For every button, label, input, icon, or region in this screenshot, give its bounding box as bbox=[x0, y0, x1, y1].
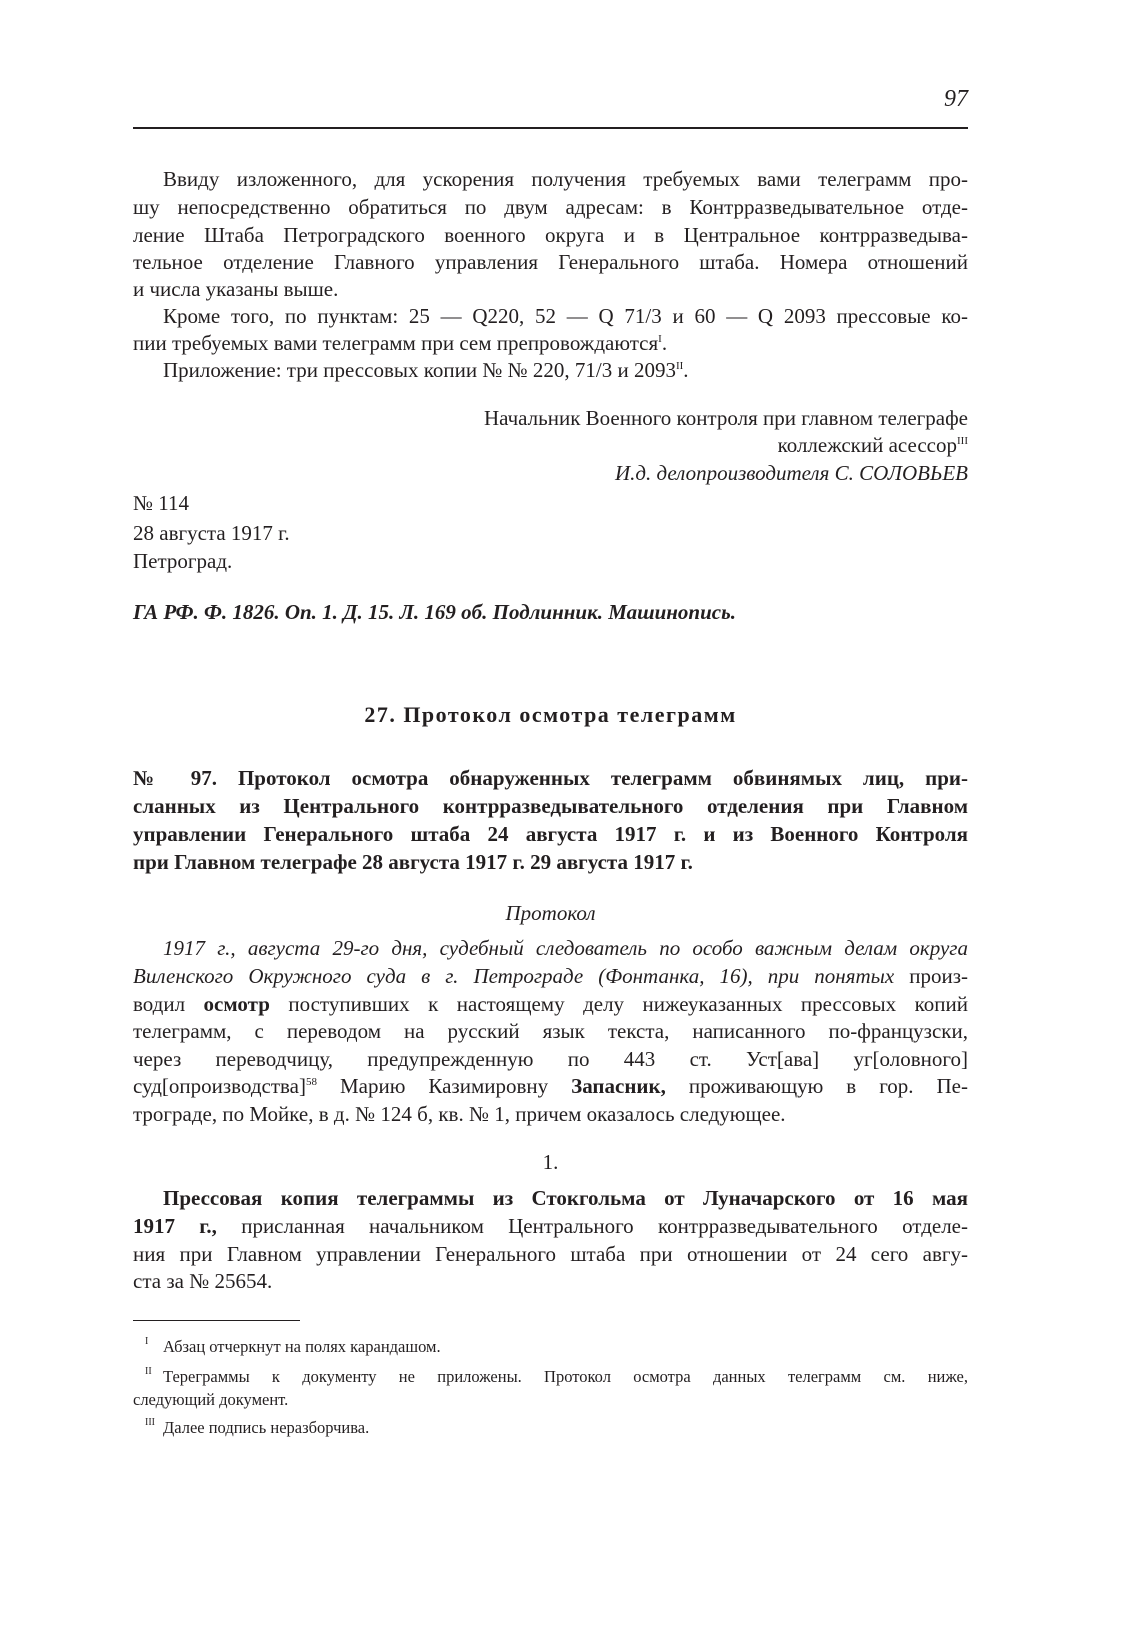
text-segment: Запасник, bbox=[571, 1074, 666, 1098]
text-line bbox=[133, 990, 968, 1018]
footnote-mark: III bbox=[145, 1417, 155, 1428]
text-segment: 28 августа 1917 г. bbox=[133, 521, 290, 545]
page-number: 97 bbox=[944, 86, 968, 112]
footnote-rule bbox=[133, 1320, 300, 1321]
reg-place bbox=[133, 547, 968, 575]
document-label: Протокол bbox=[505, 901, 596, 925]
text-line bbox=[133, 1240, 968, 1268]
text-segment: И.д. делопроизводителя С. СОЛОВЬЕВ bbox=[614, 461, 968, 485]
text-segment: при Главном телеграфе 28 августа 1917 г. 29 августа 1917 г. bbox=[133, 850, 693, 874]
document-title bbox=[133, 792, 968, 820]
text-line bbox=[163, 1184, 968, 1212]
footnote-text: Абзац отчеркнут на полях карандашом. bbox=[163, 1337, 441, 1356]
text-segment: тельное отделение Главного управления Генерального штаба. Номера отношений bbox=[133, 250, 968, 274]
text-segment: присланная начальником Центрального контрразведывательного отделе- bbox=[216, 1214, 968, 1238]
text-segment: ление Штаба Петроградского военного округа и в Центральное контрразведыва- bbox=[133, 223, 968, 247]
text-segment: произ- bbox=[894, 964, 969, 988]
text-segment: Виленского Окружного суда в г. Петрограде (Фонтанка, 16), при понятых bbox=[133, 964, 895, 988]
text-segment: . bbox=[683, 358, 689, 382]
text-segment: и числа указаны выше. bbox=[133, 277, 339, 301]
text-line bbox=[133, 248, 968, 276]
text-segment: водил bbox=[133, 992, 204, 1016]
text-segment: Петроград. bbox=[133, 549, 233, 573]
text-segment: № 114 bbox=[133, 491, 190, 515]
header-rule bbox=[133, 127, 968, 129]
text-segment: осмотр bbox=[203, 992, 270, 1016]
text-segment: телеграмм, с переводом на русский язык текста, написанного по-французски, bbox=[133, 1019, 968, 1043]
text-segment: Приложение: три прессовых копии № № 220, 71/3 и 2093 bbox=[163, 358, 676, 382]
text-line bbox=[163, 934, 968, 962]
text-segment: Кроме того, по пунктам: 25 — Q220, 52 — Q 71/3 и 60 — Q 2093 прессовые ко- bbox=[163, 304, 968, 328]
text-line bbox=[133, 193, 968, 221]
document-title bbox=[133, 820, 968, 848]
text-segment: Марию Казимировну bbox=[316, 1074, 572, 1098]
text-segment: ГА РФ. Ф. 1826. Оп. 1. Д. 15. Л. 169 об. Подлинник. Машинопись. bbox=[133, 600, 736, 624]
text-line bbox=[133, 329, 968, 357]
text-line bbox=[133, 1017, 968, 1045]
text-segment: поступивших к настоящему делу нижеуказанных прессовых копий bbox=[269, 992, 968, 1016]
text-line bbox=[133, 1267, 968, 1295]
text-segment: ния при Главном управлении Генерального штаба при отношении от 24 сего авгу- bbox=[133, 1242, 968, 1266]
text-line bbox=[163, 165, 968, 193]
text-segment: через переводчицу, предупрежденную по 443 ст. Уст[ава] уг[оловного] bbox=[133, 1047, 968, 1071]
footnote-mark: II bbox=[145, 1366, 152, 1377]
item-number: 1. bbox=[542, 1150, 559, 1174]
signature-line bbox=[133, 459, 968, 487]
reg-date bbox=[133, 519, 968, 547]
text-segment: сланных из Центрального контрразведывательного отделения при Главном bbox=[133, 794, 968, 818]
footnote-text: Далее подпись неразборчива. bbox=[163, 1418, 370, 1437]
footnote-ref: III bbox=[957, 435, 968, 447]
text-segment: . bbox=[661, 331, 668, 355]
text-segment: управлении Генерального штаба 24 августа 1917 г. и из Военного Контроля bbox=[133, 822, 968, 846]
text-segment: трограде, по Мойке, в д. № 124 б, кв. № 1, причем оказалось следующее. bbox=[133, 1102, 786, 1126]
footnote-ref: I bbox=[658, 333, 662, 345]
reg-number bbox=[133, 489, 968, 517]
text-line bbox=[133, 1072, 968, 1100]
text-line bbox=[133, 1212, 968, 1240]
text-segment: шу непосредственно обратиться по двум адресам: в Контрразведывательное отде- bbox=[133, 195, 968, 219]
text-segment: Начальник Военного контроля при главном телеграфе bbox=[483, 406, 968, 430]
footnote-mark: I bbox=[145, 1336, 149, 1347]
footnote-text: следующий документ. bbox=[133, 1390, 289, 1409]
text-segment: проживающую в гор. Пе- bbox=[665, 1074, 968, 1098]
document-title bbox=[133, 764, 968, 792]
text-segment: коллежский асессор bbox=[777, 433, 957, 457]
footnote-ref: II bbox=[675, 360, 684, 372]
text-line bbox=[163, 302, 968, 330]
text-line bbox=[133, 221, 968, 249]
section-heading: 27. Протокол осмотра телеграмм bbox=[364, 702, 737, 727]
footnote-text: Тереграммы к документу не приложены. Протокол осмотра данных телеграмм см. ниже, bbox=[163, 1367, 968, 1386]
archive-source bbox=[133, 598, 968, 626]
text-segment: ста за № 25654. bbox=[133, 1269, 273, 1293]
text-line bbox=[133, 275, 968, 303]
document-title bbox=[133, 848, 968, 876]
text-segment: 1917 г., bbox=[133, 1214, 217, 1238]
text-line bbox=[133, 1045, 968, 1073]
text-line bbox=[163, 356, 968, 384]
text-line bbox=[133, 1100, 968, 1128]
text-line bbox=[133, 962, 968, 990]
text-segment: Ввиду изложенного, для ускорения получения требуемых вами телеграмм про- bbox=[163, 167, 968, 191]
signature-line bbox=[133, 431, 968, 459]
text-segment: суд[опроизводства] bbox=[133, 1074, 306, 1098]
signature-line bbox=[133, 404, 968, 432]
footnote-ref: 58 bbox=[305, 1076, 317, 1088]
text-segment: пии требуемых вами телеграмм при сем препровождаются bbox=[133, 331, 659, 355]
text-segment: 1917 г., августа 29-го дня, судебный следователь по особо важным делам округа bbox=[163, 936, 968, 960]
text-segment: № 97. Протокол осмотра обнаруженных телеграмм обвинямых лиц, при- bbox=[133, 766, 968, 790]
text-segment: Прессовая копия телеграммы из Стокгольма от Луначарского от 16 мая bbox=[163, 1186, 968, 1210]
